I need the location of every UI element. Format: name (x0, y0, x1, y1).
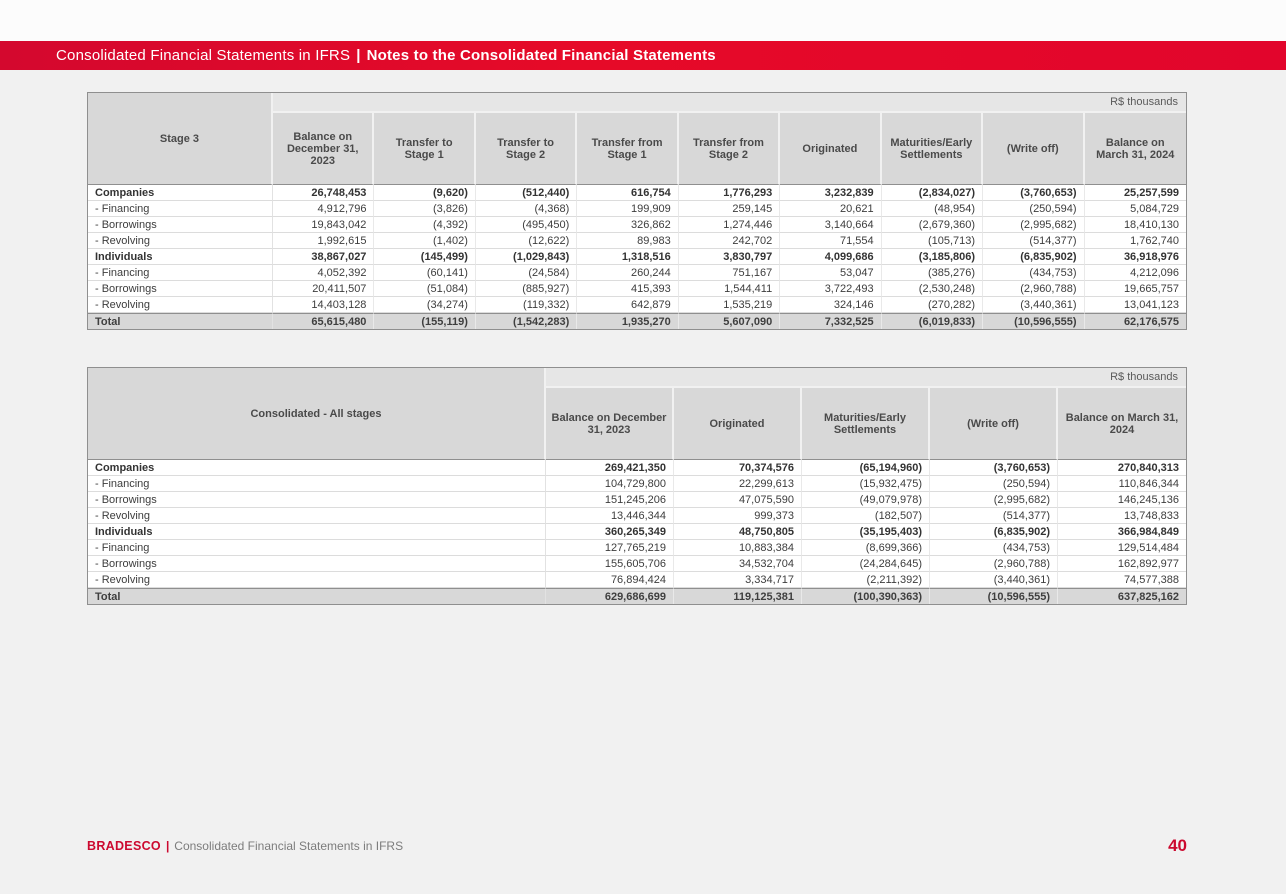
table-cell: 47,075,590 (674, 492, 802, 508)
table-cell: (49,079,978) (802, 492, 930, 508)
row-label: Individuals (88, 524, 546, 540)
row-label: - Borrowings (88, 217, 273, 233)
table-cell: (24,584) (476, 265, 577, 281)
table-cell: 71,554 (780, 233, 881, 249)
table-cell: 110,846,344 (1058, 476, 1186, 492)
table-cell: 5,084,729 (1085, 201, 1187, 217)
top-strip (0, 0, 1286, 41)
table-cell: 62,176,575 (1085, 313, 1187, 329)
table-cell: 4,052,392 (273, 265, 374, 281)
table-cell: 3,830,797 (679, 249, 780, 265)
unit-row (88, 93, 1186, 113)
table-row (88, 460, 1186, 476)
column-header: Balance on March 31, 2024 (1085, 113, 1187, 185)
table-cell: 76,894,424 (546, 572, 674, 588)
table-cell: 260,244 (577, 265, 678, 281)
table-cell: 366,984,849 (1058, 524, 1186, 540)
table-cell: (1,402) (374, 233, 475, 249)
page-content (0, 70, 1286, 894)
table-cell: 1,935,270 (577, 313, 678, 329)
table-cell: (2,960,788) (930, 556, 1058, 572)
table-cell: (250,594) (983, 201, 1084, 217)
table-cell: (1,029,843) (476, 249, 577, 265)
table-cell: 1,535,219 (679, 297, 780, 313)
table-cell: 616,754 (577, 185, 678, 201)
table-cell: 1,992,615 (273, 233, 374, 249)
table-cell: (60,141) (374, 265, 475, 281)
footer-brand: BRADESCO (87, 839, 161, 853)
table-cell: (2,679,360) (882, 217, 983, 233)
footer-subtitle: Consolidated Financial Statements in IFRS (174, 839, 404, 853)
table-cell: 415,393 (577, 281, 678, 297)
table-cell: (4,392) (374, 217, 475, 233)
banner-separator: | (356, 47, 361, 64)
table-cell: (512,440) (476, 185, 577, 201)
table-cell: (3,826) (374, 201, 475, 217)
row-label: - Financing (88, 476, 546, 492)
table-cell: 65,615,480 (273, 313, 374, 329)
column-header: Transfer from Stage 2 (679, 113, 780, 185)
table-cell: 3,140,664 (780, 217, 881, 233)
table-cell: (48,954) (882, 201, 983, 217)
consolidated-table-body (88, 460, 1186, 604)
table-cell: 127,765,219 (546, 540, 674, 556)
table-cell: (4,368) (476, 201, 577, 217)
table-row (88, 281, 1186, 297)
column-header: Originated (674, 388, 802, 460)
column-header: Transfer from Stage 1 (577, 113, 678, 185)
table-row (88, 313, 1186, 329)
table-cell: (15,932,475) (802, 476, 930, 492)
table-cell: 1,762,740 (1085, 233, 1187, 249)
table-cell: (6,835,902) (983, 249, 1084, 265)
table-row (88, 201, 1186, 217)
row-label: - Financing (88, 540, 546, 556)
table-cell: (2,211,392) (802, 572, 930, 588)
table-cell: (34,274) (374, 297, 475, 313)
column-header: (Write off) (983, 113, 1084, 185)
table-cell: (1,542,283) (476, 313, 577, 329)
column-header: Transfer to Stage 2 (476, 113, 577, 185)
table-cell: (24,284,645) (802, 556, 930, 572)
table-row (88, 265, 1186, 281)
table-cell: 53,047 (780, 265, 881, 281)
stage3-table-header (88, 93, 1186, 185)
table-row (88, 297, 1186, 313)
table-cell: 270,840,313 (1058, 460, 1186, 476)
table-cell: (495,450) (476, 217, 577, 233)
table-cell: 25,257,599 (1085, 185, 1187, 201)
table-cell: 242,702 (679, 233, 780, 249)
table-cell: 48,750,805 (674, 524, 802, 540)
column-header: Transfer to Stage 1 (374, 113, 475, 185)
table-cell: (119,332) (476, 297, 577, 313)
table-cell: 999,373 (674, 508, 802, 524)
table-cell: (885,927) (476, 281, 577, 297)
banner-subtitle: Notes to the Consolidated Financial Statements (366, 47, 716, 64)
table-cell: 20,621 (780, 201, 881, 217)
table-cell: 36,918,976 (1085, 249, 1187, 265)
table-cell: (270,282) (882, 297, 983, 313)
table-row (88, 217, 1186, 233)
table-cell: 326,862 (577, 217, 678, 233)
table-cell: (3,440,361) (930, 572, 1058, 588)
table-cell: (182,507) (802, 508, 930, 524)
table-row (88, 233, 1186, 249)
table-cell: (2,530,248) (882, 281, 983, 297)
column-header: Balance on March 31, 2024 (1058, 388, 1186, 460)
table-cell: (6,835,902) (930, 524, 1058, 540)
row-label: - Revolving (88, 572, 546, 588)
table-cell: 4,212,096 (1085, 265, 1187, 281)
table-cell: 151,245,206 (546, 492, 674, 508)
table-cell: 1,318,516 (577, 249, 678, 265)
table-cell: (100,390,363) (802, 588, 930, 604)
table-cell: 119,125,381 (674, 588, 802, 604)
row-label: - Revolving (88, 233, 273, 249)
table-cell: 3,232,839 (780, 185, 881, 201)
table-row (88, 556, 1186, 572)
stage3-table-body (88, 185, 1186, 329)
table-cell: 637,825,162 (1058, 588, 1186, 604)
table-cell: (250,594) (930, 476, 1058, 492)
table-cell: (10,596,555) (983, 313, 1084, 329)
page-footer (87, 836, 1187, 856)
table-cell: (2,834,027) (882, 185, 983, 201)
table-cell: (145,499) (374, 249, 475, 265)
table-cell: 199,909 (577, 201, 678, 217)
stage3-movement-table (87, 92, 1187, 330)
table-cell: (3,440,361) (983, 297, 1084, 313)
table-cell: 70,374,576 (674, 460, 802, 476)
table-cell: (385,276) (882, 265, 983, 281)
table-cell: 629,686,699 (546, 588, 674, 604)
column-header: Maturities/Early Settlements (882, 113, 983, 185)
table-cell: 19,843,042 (273, 217, 374, 233)
column-header: Balance on December 31, 2023 (273, 113, 374, 185)
table-cell: (35,195,403) (802, 524, 930, 540)
row-label: - Borrowings (88, 556, 546, 572)
table-cell: (514,377) (930, 508, 1058, 524)
table-cell: 751,167 (679, 265, 780, 281)
table-cell: 74,577,388 (1058, 572, 1186, 588)
row-label: - Financing (88, 201, 273, 217)
table-cell: 34,532,704 (674, 556, 802, 572)
table-cell: (65,194,960) (802, 460, 930, 476)
table-row (88, 588, 1186, 604)
table-cell: (105,713) (882, 233, 983, 249)
table-row (88, 524, 1186, 540)
table-cell: 129,514,484 (1058, 540, 1186, 556)
table-row (88, 249, 1186, 265)
table-cell: 10,883,384 (674, 540, 802, 556)
table-cell: (9,620) (374, 185, 475, 201)
table-cell: 324,146 (780, 297, 881, 313)
unit-row (88, 368, 1186, 388)
table-cell: 1,544,411 (679, 281, 780, 297)
table-cell: (2,995,682) (983, 217, 1084, 233)
table-cell: 1,776,293 (679, 185, 780, 201)
table-row (88, 508, 1186, 524)
table-cell: 13,041,123 (1085, 297, 1187, 313)
table-row (88, 540, 1186, 556)
table-cell: 38,867,027 (273, 249, 374, 265)
table-cell: 13,446,344 (546, 508, 674, 524)
table-cell: 162,892,977 (1058, 556, 1186, 572)
row-label: Individuals (88, 249, 273, 265)
table-cell: (434,753) (930, 540, 1058, 556)
table-cell: (3,760,653) (930, 460, 1058, 476)
table-cell: 4,099,686 (780, 249, 881, 265)
table-cell: 155,605,706 (546, 556, 674, 572)
table-row (88, 572, 1186, 588)
table-cell: 20,411,507 (273, 281, 374, 297)
table-cell: 360,265,349 (546, 524, 674, 540)
consolidated-all-stages-table (87, 367, 1187, 605)
table-cell: (8,699,366) (802, 540, 930, 556)
table-cell: (3,185,806) (882, 249, 983, 265)
row-label: Total (88, 313, 273, 329)
table-cell: (155,119) (374, 313, 475, 329)
table-cell: (12,622) (476, 233, 577, 249)
table-cell: 1,274,446 (679, 217, 780, 233)
table-cell: 3,722,493 (780, 281, 881, 297)
table-cell: (51,084) (374, 281, 475, 297)
row-label: - Financing (88, 265, 273, 281)
table-cell: 13,748,833 (1058, 508, 1186, 524)
table-cell: 5,607,090 (679, 313, 780, 329)
row-label: - Borrowings (88, 492, 546, 508)
table-cell: 269,421,350 (546, 460, 674, 476)
unit-label: R$ thousands (273, 93, 1186, 113)
row-label: - Revolving (88, 297, 273, 313)
table-cell: 14,403,128 (273, 297, 374, 313)
table-cell: 104,729,800 (546, 476, 674, 492)
table-cell: (6,019,833) (882, 313, 983, 329)
table-cell: 146,245,136 (1058, 492, 1186, 508)
column-header: Maturities/Early Settlements (802, 388, 930, 460)
table-cell: 26,748,453 (273, 185, 374, 201)
table-corner-header: Stage 3 (88, 93, 273, 185)
table-cell: (434,753) (983, 265, 1084, 281)
table-row (88, 492, 1186, 508)
column-header: (Write off) (930, 388, 1058, 460)
table-corner-header: Consolidated - All stages (88, 368, 546, 460)
table-cell: 7,332,525 (780, 313, 881, 329)
banner-title: Consolidated Financial Statements in IFRS (56, 47, 351, 64)
row-label: Companies (88, 460, 546, 476)
table-cell: 4,912,796 (273, 201, 374, 217)
page-number: 40 (1168, 836, 1187, 855)
table-row (88, 476, 1186, 492)
row-label: - Borrowings (88, 281, 273, 297)
row-label: Companies (88, 185, 273, 201)
table-cell: 22,299,613 (674, 476, 802, 492)
header-banner (0, 41, 1286, 70)
row-label: - Revolving (88, 508, 546, 524)
table-cell: (2,960,788) (983, 281, 1084, 297)
column-header: Originated (780, 113, 881, 185)
table-cell: 89,983 (577, 233, 678, 249)
table-cell: 19,665,757 (1085, 281, 1187, 297)
footer-separator: | (165, 839, 170, 853)
table-cell: 3,334,717 (674, 572, 802, 588)
table-cell: (10,596,555) (930, 588, 1058, 604)
column-header: Balance on December 31, 2023 (546, 388, 674, 460)
table-cell: 18,410,130 (1085, 217, 1187, 233)
unit-label: R$ thousands (546, 368, 1186, 388)
row-label: Total (88, 588, 546, 604)
table-row (88, 185, 1186, 201)
table-cell: (2,995,682) (930, 492, 1058, 508)
table-cell: (3,760,653) (983, 185, 1084, 201)
table-cell: (514,377) (983, 233, 1084, 249)
consolidated-table-header (88, 368, 1186, 460)
table-cell: 259,145 (679, 201, 780, 217)
table-cell: 642,879 (577, 297, 678, 313)
